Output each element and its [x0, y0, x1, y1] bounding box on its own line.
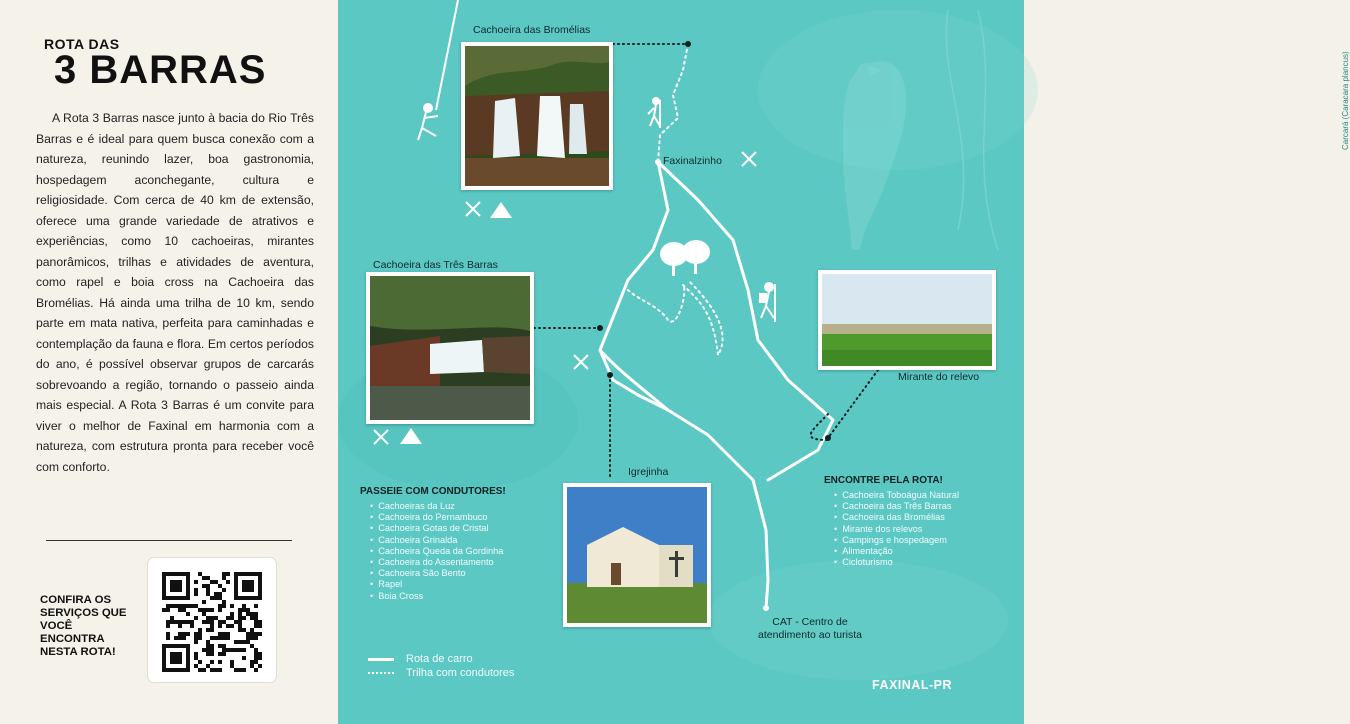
title-prefix: ROTA DAS	[44, 36, 120, 52]
passeie-item: • Rapel	[370, 579, 506, 590]
passeie-item: • Cachoeira Gotas de Cristal	[370, 523, 506, 534]
divider	[46, 540, 292, 541]
route-map	[338, 0, 1350, 724]
page-title: 3 BARRAS	[54, 48, 267, 92]
label-cachoeira-bromelias: Cachoeira das Bromélias	[473, 24, 591, 36]
hiker-icon-2	[759, 283, 775, 322]
encontre-item: • Alimentação	[834, 546, 959, 557]
passeie-item: • Cachoeira do Pernambuco	[370, 512, 506, 523]
encontre-heading: ENCONTRE PELA ROTA!	[824, 475, 943, 486]
passeie-items	[360, 501, 506, 602]
trail-route	[628, 44, 723, 355]
passeie-item: • Cachoeiras da Luz	[370, 501, 506, 512]
photo-cachoeira-bromelias	[461, 42, 613, 190]
label-faxinalzinho: Faxinalzinho	[663, 155, 722, 167]
photo-mirante-relevo	[818, 270, 996, 370]
passeie-item: • Cachoeira Grinalda	[370, 535, 506, 546]
passeie-heading: PASSEIE COM CONDUTORES!	[360, 486, 506, 497]
footer-location: FAXINAL-PR	[872, 678, 952, 692]
passeie-item: • Cachoeira do Assentamento	[370, 557, 506, 568]
map-legend	[368, 652, 514, 680]
legend-car	[368, 652, 514, 666]
passeie-item: • Boia Cross	[370, 591, 506, 602]
passeie-item: • Cachoeira São Bento	[370, 568, 506, 579]
encontre-item: • Mirante dos relevos	[834, 524, 959, 535]
label-mirante: Mirante do relevo	[898, 371, 980, 383]
encontre-item: • Cachoeira das Três Barras	[834, 501, 959, 512]
climber-icon	[418, 0, 458, 140]
encontre-item: • Cachoeira Toboágua Natural	[834, 490, 959, 501]
trees-icon	[660, 240, 710, 276]
passeie-list	[360, 486, 506, 602]
label-igrejinha: Igrejinha	[628, 466, 669, 478]
hiker-icon	[648, 98, 660, 128]
trail-swatch	[368, 672, 394, 674]
info-panel	[0, 0, 338, 724]
legend-trail	[368, 666, 514, 680]
photo-credit: Carcará (Caracara plancus)	[1341, 51, 1350, 150]
encontre-item: • Campings e hospedagem	[834, 535, 959, 546]
encontre-items	[824, 490, 959, 568]
label-cat: CAT - Centro de atendimento ao turista	[758, 616, 862, 641]
passeie-item: • Cachoeira Queda da Gordinha	[370, 546, 506, 557]
qr-code-image	[148, 558, 276, 682]
encontre-list	[824, 475, 959, 568]
intro-paragraph: A Rota 3 Barras nasce junto à bacia do Rio Três Barras e é ideal para quem busca conexão com a natureza, reunindo lazer, boa gastronomia, hospedagem aconchegante, cultura e religiosidade. Com cerca de 40 km de extensão, oferece uma grande variedade de atrativos e experiências, como 10 cachoeiras, mirantes panorâmicos, trilhas e atividades de aventura, como rapel e boia cross na Cachoeira das Bromélias. Há ainda uma trilha de 10 km, sendo parte em mata nativa, perfeita para caminhadas e contemplação da fauna e flora. Em certos períodos do ano, é possível observar grupos de carcarás sobrevoando a região, tornando o passeio ainda mais especial. A Rota 3 Barras é um convite para viver o melhor de Faxinal em harmonia com a natureza, com estrutura pronta para receber você com conforto.	[36, 111, 314, 474]
encontre-item: • Cachoeira das Bromélias	[834, 512, 959, 523]
photo-igrejinha	[563, 483, 711, 627]
photo-cachoeira-tres-barras	[366, 272, 534, 424]
label-cachoeira-tres-barras: Cachoeira das Três Barras	[373, 259, 498, 271]
encontre-item: • Cicloturismo	[834, 557, 959, 568]
qr-caption: CONFIRA OS SERVIÇOS QUE VOCÊ ENCONTRA NESTA ROTA!	[40, 594, 127, 658]
qr-code[interactable]	[148, 558, 276, 682]
legend-car-label: Rota de carro	[406, 653, 473, 665]
legend-trail-label: Trilha com condutores	[406, 667, 515, 679]
car-route-swatch	[368, 658, 394, 661]
